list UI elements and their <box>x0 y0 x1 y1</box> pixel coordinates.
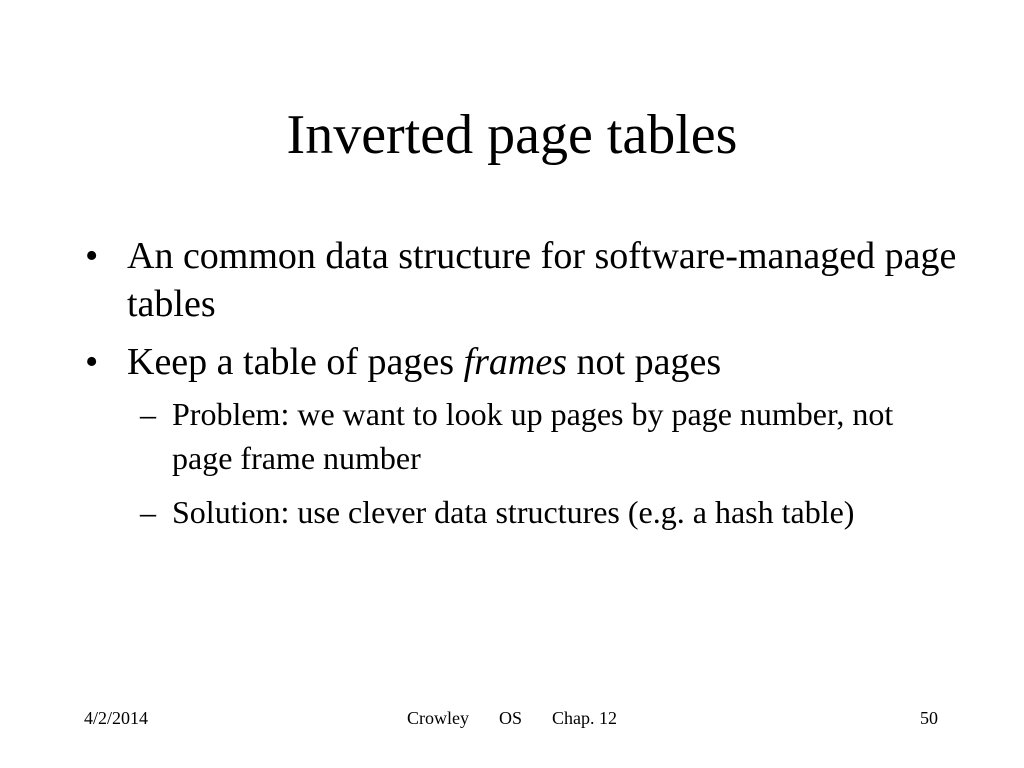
bullet-text-part: Keep a table of pages <box>127 341 464 383</box>
bullet-text: An common data structure for software-managed page tables <box>127 235 957 325</box>
bullet-marker: • <box>85 341 99 383</box>
sub-bullet-item <box>127 490 960 534</box>
bullet-text-part: not pages <box>567 341 722 383</box>
footer-date: 4/2/2014 <box>84 708 149 728</box>
sub-bullet-text: Problem: we want to look up pages by page number, not page frame number <box>172 396 894 476</box>
slide-title: Inverted page tables <box>286 104 738 166</box>
bullet-text-emphasis: frames <box>463 341 568 383</box>
sub-bullet-marker: – <box>140 494 156 530</box>
bullet-text <box>127 341 721 383</box>
footer-chapter: Chap. 12 <box>552 708 617 728</box>
bullet-list <box>80 232 960 544</box>
sub-bullet-marker: – <box>140 396 156 432</box>
sub-bullet-text: Solution: use clever data structures (e.g. a hash table) <box>172 494 855 530</box>
bullet-item <box>80 232 960 328</box>
footer-page-number: 50 <box>920 708 938 728</box>
sub-bullet-item <box>127 392 960 480</box>
bullet-marker: • <box>85 235 99 277</box>
footer-center <box>0 706 1024 730</box>
footer-author: Crowley <box>406 708 469 728</box>
bullet-item <box>80 338 960 534</box>
footer-course: OS <box>498 708 522 728</box>
sub-bullet-list <box>127 392 960 534</box>
